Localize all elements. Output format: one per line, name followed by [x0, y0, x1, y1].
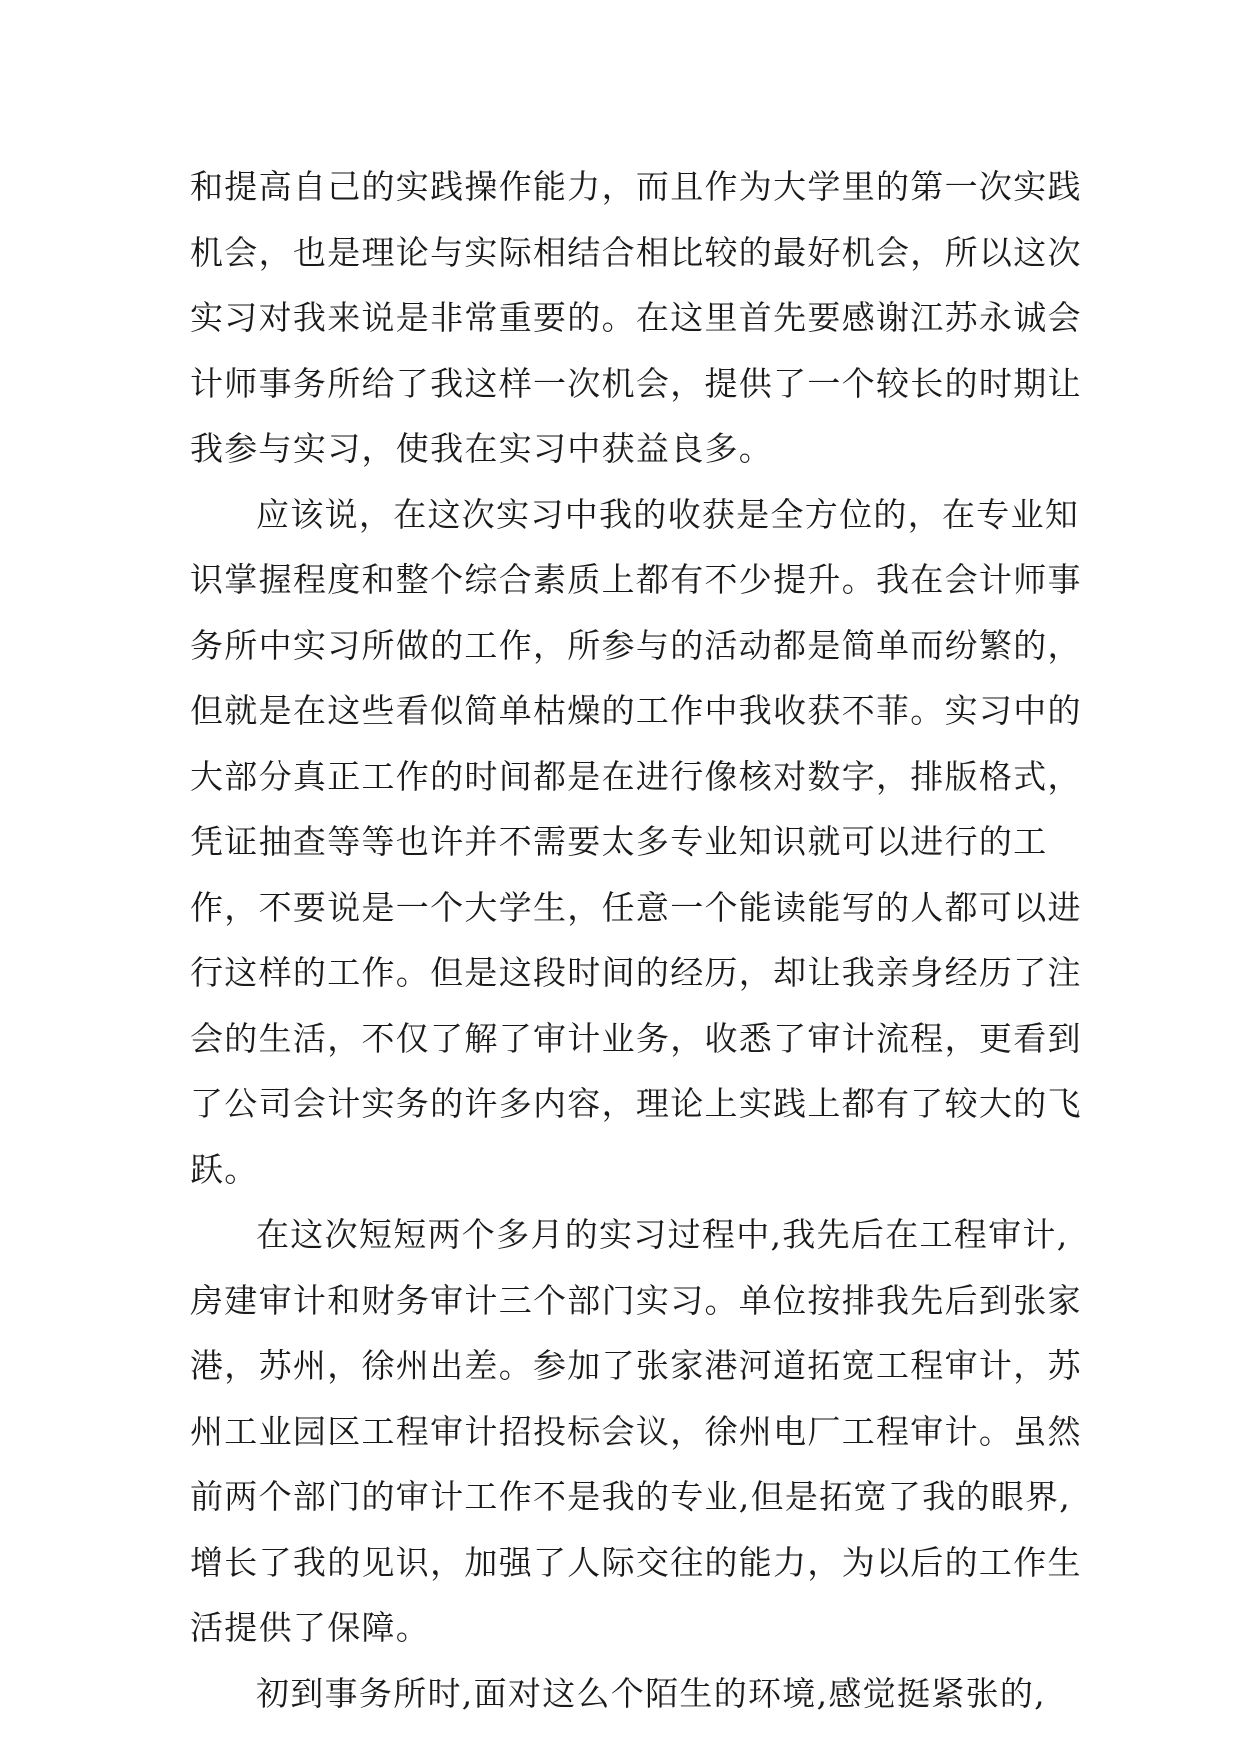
text-line: 识掌握程度和整个综合素质上都有不少提升。我在会计师事 [190, 560, 1082, 599]
text-line: 初到事务所时,面对这么个陌生的环境,感觉挺紧张的, [256, 1673, 1046, 1713]
text-line: 应该说，在这次实习中我的收获是全方位的，在专业知 [256, 494, 1080, 534]
text-line: 增长了我的见识，加强了人际交往的能力，为以后的工作生 [190, 1542, 1082, 1582]
text-line: 房建审计和财务审计三个部门实习。单位按排我先后到张家 [190, 1280, 1082, 1320]
paragraph-4 [190, 1661, 1070, 1727]
text-line: 计师事务所给了我这样一次机会，提供了一个较长的时期让 [190, 363, 1082, 403]
text-line: 会的生活，不仅了解了审计业务，收悉了审计流程，更看到 [190, 1018, 1082, 1058]
text-line: 州工业园区工程审计招投标会议，徐州电厂工程审计。虽然 [190, 1411, 1082, 1451]
text-line: 行这样的工作。但是这段时间的经历，却让我亲身经历了注 [190, 953, 1082, 992]
paragraph-2 [190, 482, 1082, 1203]
text-line: 但就是在这些看似简单枯燥的工作中我收获不菲。实习中的 [190, 691, 1082, 730]
paragraph-3 [190, 1202, 1082, 1661]
text-line: 活提供了保障。 [190, 1608, 431, 1647]
text-line: 了公司会计实务的许多内容，理论上实践上都有了较大的飞 [190, 1084, 1082, 1123]
text-line: 前两个部门的审计工作不是我的专业,但是拓宽了我的眼界, [190, 1477, 1072, 1516]
text-line: 大部分真正工作的时间都是在进行像核对数字，排版格式， [190, 756, 1082, 796]
document-body [190, 154, 1082, 1726]
text-line: 和提高自己的实践操作能力，而且作为大学里的第一次实践 [190, 167, 1082, 206]
paragraph-1 [190, 154, 1082, 482]
text-line: 跃。 [190, 1149, 259, 1189]
text-line: 在这次短短两个多月的实习过程中,我先后在工程审计, [256, 1215, 1069, 1254]
text-line: 我参与实习，使我在实习中获益良多。 [190, 429, 774, 468]
text-line: 港，苏州，徐州出差。参加了张家港河道拓宽工程审计，苏 [190, 1346, 1082, 1385]
text-line: 机会，也是理论与实际相结合相比较的最好机会，所以这次 [190, 232, 1082, 272]
text-line: 作，不要说是一个大学生，任意一个能读能写的人都可以进 [190, 887, 1082, 927]
text-line: 务所中实习所做的工作，所参与的活动都是简单而纷繁的， [190, 625, 1082, 665]
text-line: 凭证抽查等等也许并不需要太多专业知识就可以进行的工 [190, 822, 1048, 861]
text-line: 实习对我来说是非常重要的。在这里首先要感谢江苏永诚会 [190, 298, 1082, 337]
